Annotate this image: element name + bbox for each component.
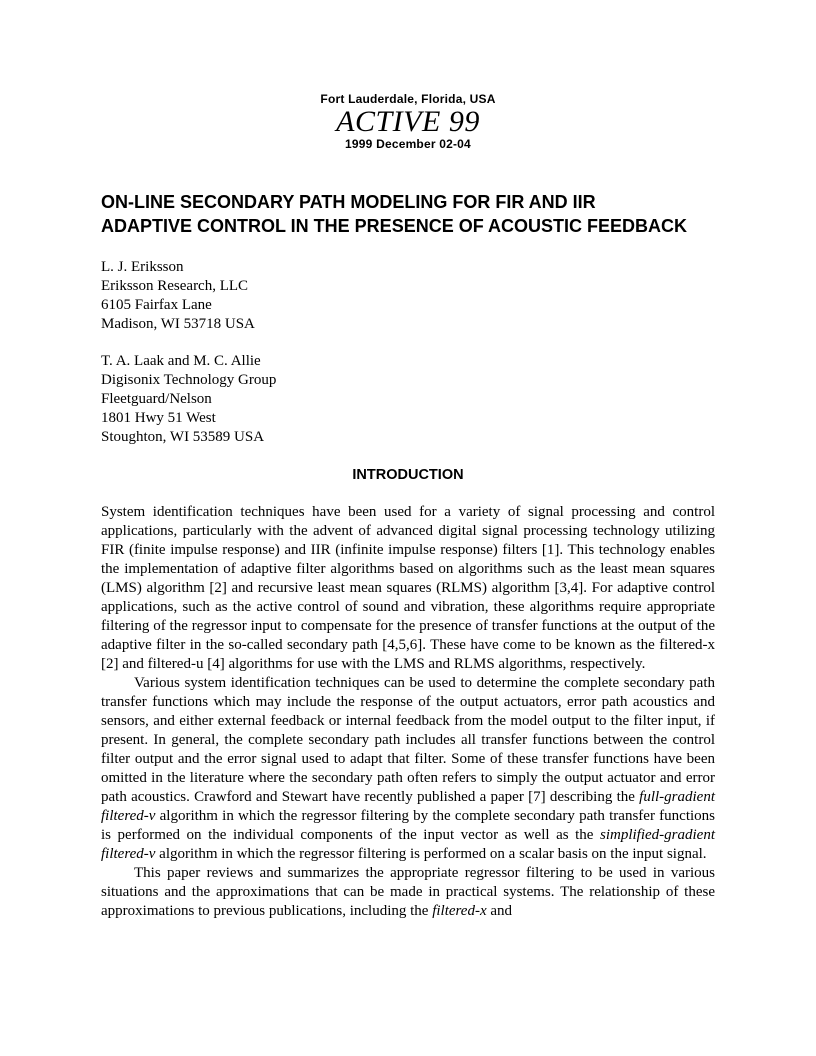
paragraph-2-text-a: Various system identification techniques can be used to determine the complete secondary path transfer functions which may include the response of the output actuators, error path acoustics and sensors, and either external feedback or internal feedback from the model output to the filter input, if present. In general, the complete secondary path includes all transfer functions between the control filter output and the error signal used to adapt that filter. Some of these transfer functions have been omitted in the literature where the secondary path often refers to simply the output actuator and error path acoustics. Crawford and Stewart have recently published a paper [7] describing the xyxy=(101,675,715,805)
author-address-city: Stoughton, WI 53589 USA xyxy=(101,429,265,445)
paragraph-3-text-b: and xyxy=(486,903,513,919)
conference-date: 1999 December 02-04 xyxy=(345,137,471,151)
author-address-street: 6105 Fairfax Lane xyxy=(101,297,212,313)
conference-location: Fort Lauderdale, Florida, USA xyxy=(320,92,496,106)
paragraph-3-text-a: This paper reviews and summarizes the appropriate regressor filtering to be used in various situations and the approximations that can be made in practical systems. The relationship of these approximations to previous publications, including the xyxy=(101,865,715,919)
section-heading-introduction: INTRODUCTION xyxy=(352,467,464,483)
author-name: T. A. Laak and M. C. Allie xyxy=(101,353,261,369)
paper-title-line-2: ADAPTIVE CONTROL IN THE PRESENCE OF ACOUSTIC FEEDBACK xyxy=(101,216,688,236)
author-affiliation: Eriksson Research, LLC xyxy=(101,278,249,294)
paragraph-2-emphasis-1: full-gradient filtered-v xyxy=(101,789,715,824)
author-address-city: Madison, WI 53718 USA xyxy=(101,316,255,332)
paper-title xyxy=(101,190,741,238)
paragraph-2-emphasis-2: simplified-gradient filtered-v xyxy=(101,827,715,862)
author-name: L. J. Eriksson xyxy=(101,259,184,275)
author-affiliation-division: Fleetguard/Nelson xyxy=(101,391,212,407)
paper-title-line-1: ON-LINE SECONDARY PATH MODELING FOR FIR AND IIR xyxy=(101,192,596,212)
paragraph-1: System identification techniques have been used for a variety of signal processing and control applications, particularly with the advent of advanced digital signal processing technology utilizing FIR (finite impulse response) and IIR (infinite impulse response) filters [1]. This technology enables the implementation of adaptive filter algorithms based on algorithms such as the least mean squares (LMS) algorithm [2] and recursive least mean squares (RLMS) algorithm [3,4]. For adaptive control applications, such as the active control of sound and vibration, these algorithms require appropriate filtering of the regressor input to compensate for the presence of transfer functions at the output of the adaptive filter in the so-called secondary path [4,5,6]. These have come to be known as the filtered-x [2] and filtered-u [4] algorithms for use with the LMS and RLMS algorithms, respectively. xyxy=(101,504,715,672)
paragraph-2-text-c: algorithm in which the regressor filtering is performed on a scalar basis on the input signal. xyxy=(155,846,707,862)
paragraph-3-emphasis-1: filtered-x xyxy=(432,903,487,919)
author-affiliation: Digisonix Technology Group xyxy=(101,372,277,388)
conference-header xyxy=(0,92,816,152)
paragraph-2 xyxy=(101,674,715,864)
paragraph-3 xyxy=(101,864,715,921)
introduction-body xyxy=(101,503,715,921)
author-block-laak-allie xyxy=(101,352,276,447)
paragraph-2-text-b: algorithm in which the regressor filtering by the complete secondary path transfer functions is performed on the individual components of the input vector as well as the xyxy=(101,808,715,843)
author-block-eriksson xyxy=(101,258,255,334)
conference-name: ACTIVE 99 xyxy=(336,105,480,138)
author-address-street: 1801 Hwy 51 West xyxy=(101,410,216,426)
